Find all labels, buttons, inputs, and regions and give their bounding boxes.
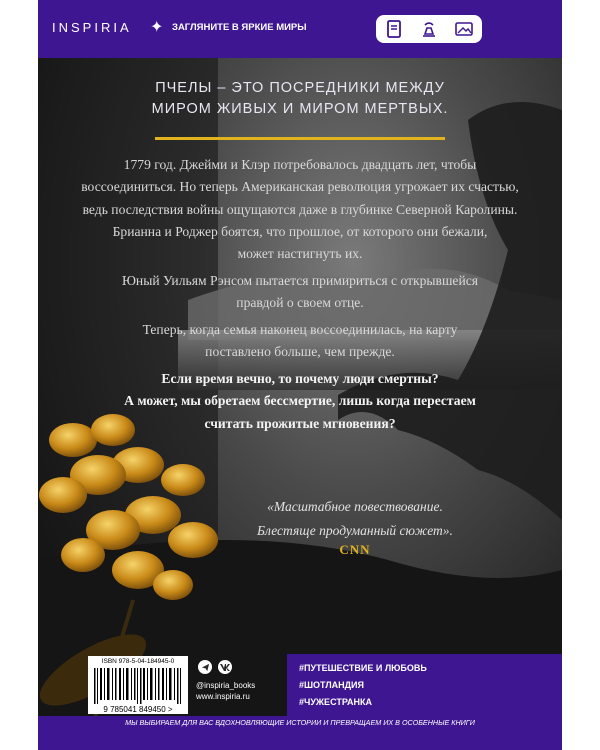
hashtag-panel — [287, 654, 562, 716]
blurb-line: Если время вечно, то почему люди смертны? — [161, 371, 439, 387]
star-icon: ✦ — [150, 17, 164, 36]
blurb — [38, 154, 562, 440]
isbn-label: ISBN 978-5-04-184945-0 — [101, 658, 175, 665]
blurb-bold-paragraph — [38, 368, 562, 435]
blurb-line: может настигнуть их. — [237, 246, 363, 262]
blurb-paragraph — [38, 154, 562, 265]
blurb-line: считать прожитые мгновения? — [204, 415, 396, 431]
headline-line: МИРОМ ЖИВЫХ И МИРОМ МЕРТВЫХ. — [151, 101, 449, 117]
blurb-line: А может, мы обретаем бессмертие, лишь когда перестаем — [124, 393, 476, 409]
hashtag: #ЧУЖЕСТРАНКА — [299, 697, 373, 707]
blurb-line: ведь последствия войны ощущаются даже в глубинке Северной Каролины. — [82, 201, 518, 217]
blurb-paragraph — [38, 270, 562, 315]
quote-line: Блестяще продуманный сюжет». — [257, 523, 453, 538]
podcast-icon — [419, 19, 439, 39]
blurb-line: 1779 год. Джейми и Клэр потребовалось двадцать лет, чтобы — [123, 157, 477, 172]
telegram-icon[interactable] — [198, 660, 212, 674]
barcode — [88, 656, 188, 714]
blurb-line: поставлено больше, чем прежде. — [205, 344, 395, 360]
gold-divider — [155, 137, 445, 140]
quote-source: CNN — [339, 542, 371, 557]
headline-line: ПЧЕЛЫ – ЭТО ПОСРЕДНИКИ МЕЖДУ — [155, 80, 445, 96]
hashtag: #ПУТЕШЕСТВИЕ И ЛЮБОВЬ — [299, 663, 427, 673]
top-banner — [38, 0, 562, 58]
blurb-line: Юный Уильям Рэнсом пытается примириться с открывшейся — [121, 272, 479, 288]
barcode-bars — [94, 668, 182, 704]
slogan: ЗАГЛЯНИТЕ В ЯРКИЕ МИРЫ — [172, 22, 307, 33]
vk-icon[interactable] — [218, 660, 232, 674]
review-quote — [190, 495, 520, 543]
blurb-line: Брианна и Роджер боятся, что прошлое, от которого они бежали, — [112, 223, 488, 239]
social-block — [190, 660, 290, 702]
website-link[interactable]: www.inspiria.ru — [196, 692, 250, 701]
blurb-line: Теперь, когда семья наконец воссоединилась, на карту — [142, 322, 458, 338]
blurb-line: воссоединиться. Но теперь Американская революция угрожает их счастью, — [81, 179, 519, 195]
quote-line: «Масштабное повествование. — [267, 499, 443, 514]
blurb-line: правдой о своем отце. — [236, 295, 364, 311]
social-handle[interactable]: @inspiria_books — [196, 681, 256, 690]
barcode-number: 9 785041 849450 > — [103, 705, 173, 714]
picture-icon — [454, 19, 474, 39]
book-icon — [384, 19, 404, 39]
hashtag: #ШОТЛАНДИЯ — [299, 680, 364, 690]
format-icons — [376, 15, 482, 43]
headline — [38, 78, 562, 120]
footer-slogan: МЫ ВЫБИРАЕМ ДЛЯ ВАС ВДОХНОВЛЯЮЩИЕ ИСТОРИИ И ПРЕВРАЩАЕМ ИХ В ОСОБЕННЫЕ КНИГИ — [38, 716, 562, 750]
brand-logo: INSPIRIA — [52, 20, 132, 35]
blurb-paragraph — [38, 319, 562, 364]
